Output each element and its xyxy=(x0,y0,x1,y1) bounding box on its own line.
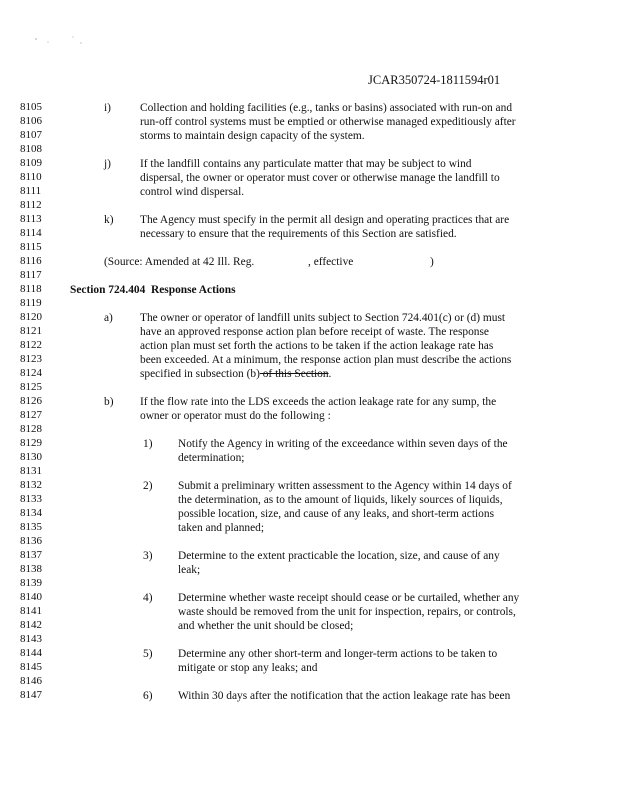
line-number: 8147 xyxy=(20,689,42,701)
section-title: Response Actions xyxy=(151,284,236,296)
line-number: 8114 xyxy=(20,227,42,239)
line-number: 8134 xyxy=(20,507,42,519)
line-number: 8129 xyxy=(20,437,42,449)
subsection-a-last-line xyxy=(140,368,331,380)
line-number: 8112 xyxy=(20,199,42,211)
line-number: 8105 xyxy=(20,101,42,113)
item-k-text-line: necessary to ensure that the requirements of this Section are satisfied. xyxy=(140,228,457,240)
line-number: 8116 xyxy=(20,255,42,267)
line-number: 8125 xyxy=(20,381,42,393)
line-number: 8139 xyxy=(20,577,42,589)
step-3-text-line: leak; xyxy=(178,564,201,576)
line-number: 8121 xyxy=(20,325,42,337)
step-2-text-line: the determination, as to the amount of liquids, likely sources of liquids, xyxy=(178,494,503,506)
step-5-text-line: mitigate or stop any leaks; and xyxy=(178,662,318,674)
item-j-text-line: dispersal, the owner or operator must cover or otherwise manage the landfill to xyxy=(140,172,500,184)
line-number: 8143 xyxy=(20,633,42,645)
step-5-text-line: Determine any other short-term and longer-term actions to be taken to xyxy=(178,648,498,660)
step-2-text-line: possible location, size, and cause of any leaks, and short-term actions xyxy=(178,508,494,520)
line-number: 8122 xyxy=(20,339,42,351)
item-j-label: j) xyxy=(104,158,111,170)
step-1-label: 1) xyxy=(143,438,153,450)
line-number: 8111 xyxy=(20,185,42,197)
line-number: 8107 xyxy=(20,129,42,141)
step-6-label: 6) xyxy=(143,690,153,702)
line-number: 8145 xyxy=(20,661,42,673)
source-note-close: ) xyxy=(430,256,434,268)
subsection-a-text-line: The owner or operator of landfill units subject to Section 724.401(c) or (d) must xyxy=(140,312,506,324)
line-number: 8128 xyxy=(20,423,42,435)
item-i-text-line: run-off control systems must be emptied or otherwise managed expeditiously after xyxy=(140,116,516,128)
subsection-a-text-line: have an approved response action plan before receipt of waste. The response xyxy=(140,326,489,338)
line-number: 8126 xyxy=(20,395,42,407)
item-j-text-line: If the landfill contains any particulate matter that may be subject to wind xyxy=(140,158,472,170)
line-number: 8118 xyxy=(20,283,42,295)
item-i-text-line: storms to maintain design capacity of the system. xyxy=(140,130,365,142)
line-number: 8140 xyxy=(20,591,42,603)
subsection-b-text-line: If the flow rate into the LDS exceeds the action leakage rate for any sump, the xyxy=(140,396,497,408)
section-heading xyxy=(70,284,236,296)
struck-text: of this Section xyxy=(259,368,329,380)
section-number: Section 724.404 xyxy=(70,284,146,296)
scan-specks xyxy=(33,30,93,50)
step-2-text-line: taken and planned; xyxy=(178,522,265,534)
step-1-text-line: Notify the Agency in writing of the exceedance within seven days of the xyxy=(178,438,508,450)
line-number: 8132 xyxy=(20,479,42,491)
line-number: 8108 xyxy=(20,143,42,155)
line-number: 8109 xyxy=(20,157,42,169)
line-number: 8123 xyxy=(20,353,42,365)
item-k-text-line: The Agency must specify in the permit all design and operating practices that are xyxy=(140,214,510,226)
line-number: 8146 xyxy=(20,675,42,687)
subsection-a-text-line: been exceeded. At a minimum, the response action plan must describe the actions xyxy=(140,354,512,366)
line-number: 8142 xyxy=(20,619,42,631)
subsection-b-text-line: owner or operator must do the following : xyxy=(140,410,331,422)
subsection-a-text-line: action plan must set forth the actions to be taken if the action leakage rate has xyxy=(140,340,494,352)
line-number: 8119 xyxy=(20,297,42,309)
step-4-text-line: waste should be removed from the unit for inspection, repairs, or controls, xyxy=(178,606,516,618)
line-number: 8137 xyxy=(20,549,42,561)
step-3-text-line: Determine to the extent practicable the location, size, and cause of any xyxy=(178,550,500,562)
step-3-label: 3) xyxy=(143,550,153,562)
subsection-b-label: b) xyxy=(104,396,114,408)
item-i-label: i) xyxy=(104,102,111,114)
line-number: 8110 xyxy=(20,171,42,183)
source-note-prefix: (Source: Amended at 42 Ill. Reg. xyxy=(104,256,255,268)
item-i-text-line: Collection and holding facilities (e.g., tanks or basins) associated with run-on and xyxy=(140,102,513,114)
line-number: 8133 xyxy=(20,493,42,505)
step-4-text-line: Determine whether waste receipt should cease or be curtailed, whether any xyxy=(178,592,520,604)
step-2-text-line: Submit a preliminary written assessment to the Agency within 14 days of xyxy=(178,480,512,492)
line-number: 8113 xyxy=(20,213,42,225)
line-number: 8130 xyxy=(20,451,42,463)
step-5-label: 5) xyxy=(143,648,153,660)
line-number: 8106 xyxy=(20,115,42,127)
line-number: 8127 xyxy=(20,409,42,421)
subsection-a-period: . xyxy=(328,368,332,380)
step-6-text-line: Within 30 days after the notification that the action leakage rate has been xyxy=(178,690,511,702)
line-number: 8136 xyxy=(20,535,42,547)
line-number: 8144 xyxy=(20,647,42,659)
line-number: 8135 xyxy=(20,521,42,533)
step-2-label: 2) xyxy=(143,480,153,492)
step-4-text-line: and whether the unit should be closed; xyxy=(178,620,354,632)
line-number: 8124 xyxy=(20,367,42,379)
source-note-effective: , effective xyxy=(308,256,354,268)
line-number: 8117 xyxy=(20,269,42,281)
step-4-label: 4) xyxy=(143,592,153,604)
line-number: 8138 xyxy=(20,563,42,575)
step-1-text-line: determination; xyxy=(178,452,245,464)
line-number: 8131 xyxy=(20,465,42,477)
document-id: JCAR350724-1811594r01 xyxy=(368,73,501,87)
item-k-label: k) xyxy=(104,214,114,226)
line-number: 8141 xyxy=(20,605,42,617)
line-number: 8120 xyxy=(20,311,42,323)
subsection-a-last-text: specified in subsection (b) xyxy=(140,368,260,380)
line-number: 8115 xyxy=(20,241,42,253)
subsection-a-label: a) xyxy=(104,312,113,324)
item-j-text-line: control wind dispersal. xyxy=(140,186,245,198)
